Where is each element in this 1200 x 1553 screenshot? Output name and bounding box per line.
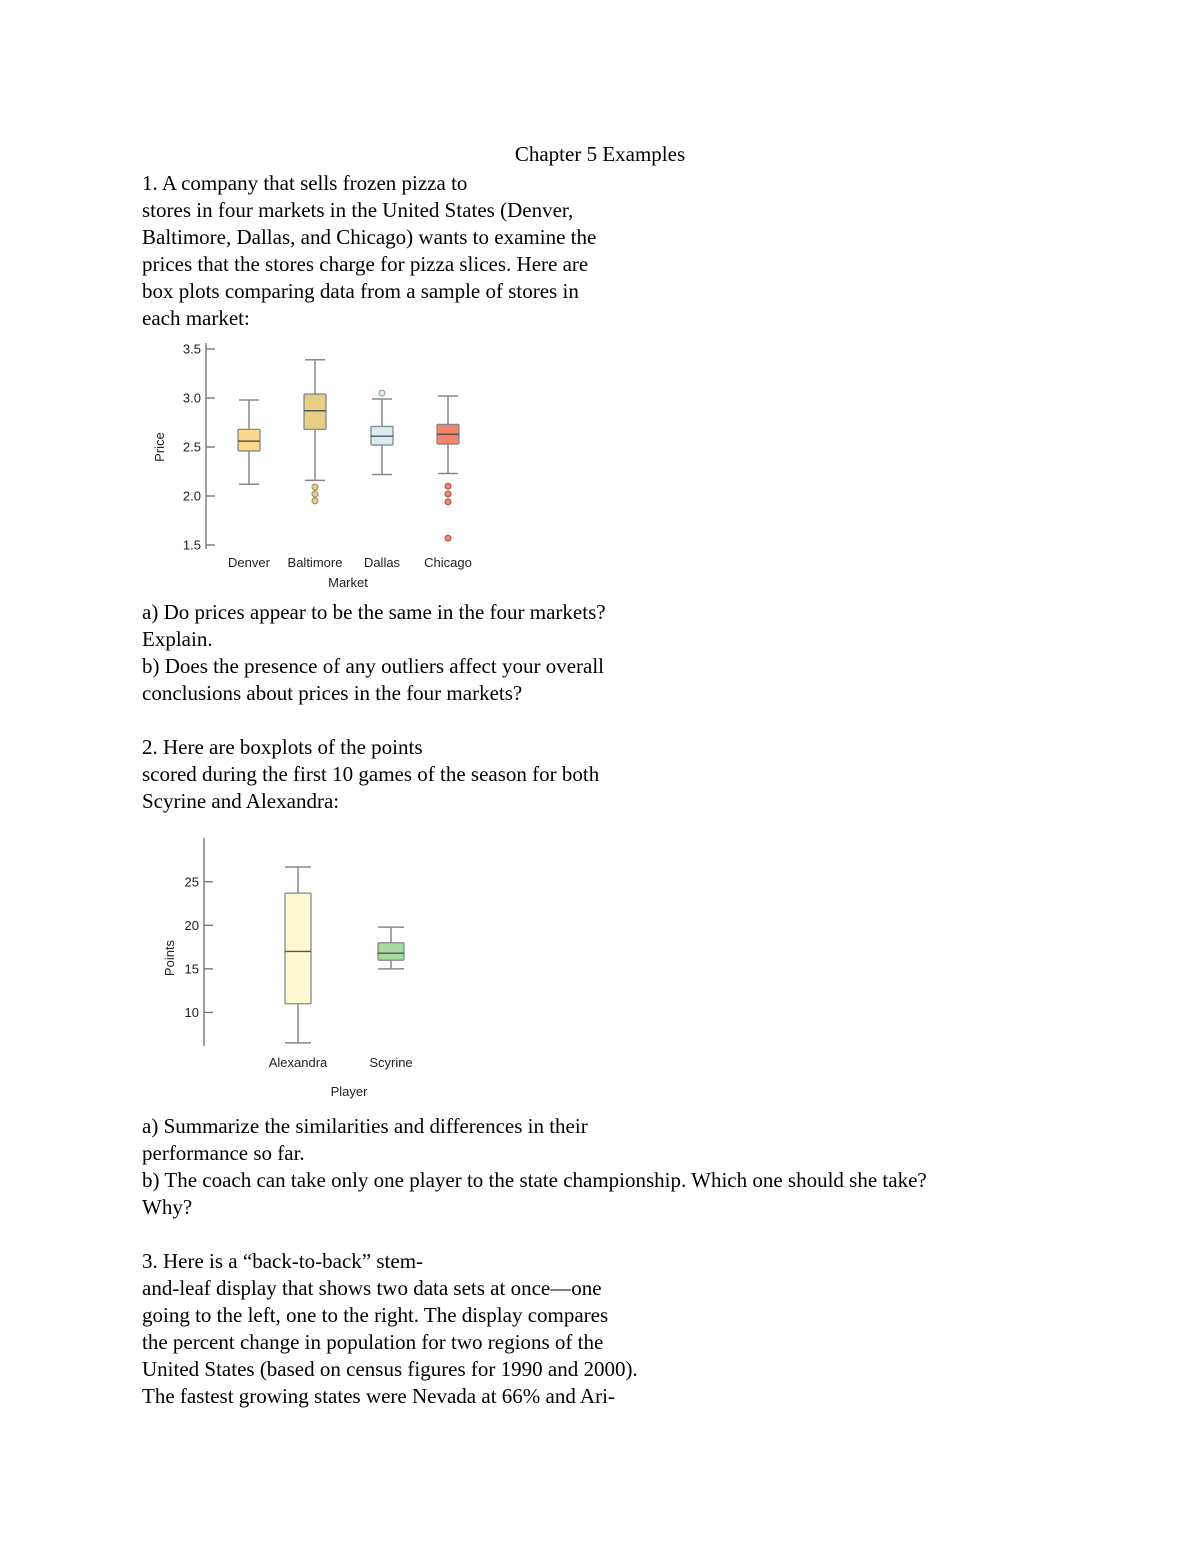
q3-intro-line: The fastest growing states were Nevada at 66% and Ari-: [142, 1384, 615, 1408]
q2-intro-line: 2. Here are boxplots of the points: [142, 735, 423, 759]
outlier-point: [379, 390, 385, 396]
q1-question-line: conclusions about prices in the four markets?: [142, 681, 523, 705]
q1-intro-line: 1. A company that sells frozen pizza to: [142, 171, 468, 195]
y-tick-label: 15: [184, 961, 199, 977]
category-label: Chicago: [424, 555, 472, 570]
outlier-point: [445, 483, 451, 489]
q2-question-line: performance so far.: [142, 1141, 305, 1165]
pizza-price-boxplot: [140, 335, 500, 595]
category-label: Scyrine: [369, 1055, 413, 1070]
page-title: Chapter 5 Examples: [514, 142, 686, 166]
y-tick-label: 20: [184, 917, 199, 933]
box-denver: [238, 429, 260, 451]
q1-intro-line: Baltimore, Dallas, and Chicago) wants to examine the: [142, 225, 597, 249]
q3-intro-line: the percent change in population for two regions of the: [142, 1330, 604, 1354]
outlier-point: [312, 491, 318, 497]
q1-intro-line: prices that the stores charge for pizza slices. Here are: [142, 252, 589, 276]
q3-intro: [142, 1248, 638, 1410]
outlier-point: [312, 498, 318, 504]
outlier-point: [445, 499, 451, 505]
q1-intro: [142, 170, 596, 332]
y-tick-label: 2.0: [182, 488, 201, 504]
q3-intro-line: going to the left, one to the right. The display compares: [142, 1303, 609, 1327]
q2-question-line: a) Summarize the similarities and differences in their: [142, 1114, 588, 1138]
player-points-boxplot: [150, 830, 450, 1105]
y-tick-label: 10: [184, 1004, 199, 1020]
y-tick-label: 1.5: [182, 537, 201, 553]
y-tick-label: 2.5: [182, 439, 201, 455]
outlier-point: [445, 535, 451, 541]
x-axis-title: Market: [328, 575, 368, 590]
y-axis-title: Price: [152, 432, 167, 462]
q2-question-line: b) The coach can take only one player to the state championship. Which one should she take?: [142, 1168, 927, 1192]
q2-question-line: Why?: [142, 1195, 193, 1219]
y-tick-label: 3.0: [182, 390, 201, 406]
q3-intro-line: and-leaf display that shows two data sets at once—one: [142, 1276, 602, 1300]
box-alexandra: [285, 893, 311, 1004]
q1-intro-line: each market:: [142, 306, 250, 330]
q1-intro-line: stores in four markets in the United States (Denver,: [142, 198, 574, 222]
category-label: Alexandra: [268, 1055, 328, 1070]
y-tick-label: 3.5: [182, 341, 201, 357]
y-tick-label: 25: [184, 874, 199, 890]
category-label: Denver: [228, 555, 270, 570]
box-baltimore: [304, 394, 326, 429]
box-scyrine: [378, 943, 404, 960]
q1-intro-line: box plots comparing data from a sample of stores in: [142, 279, 579, 303]
category-label: Baltimore: [287, 555, 343, 570]
q2-intro-line: scored during the first 10 games of the season for both: [142, 762, 600, 786]
q1-question-line: a) Do prices appear to be the same in the four markets?: [142, 600, 606, 624]
outlier-point: [445, 491, 451, 497]
q2-intro: [142, 734, 599, 815]
q1-question-line: Explain.: [142, 627, 213, 651]
outlier-point: [312, 484, 318, 490]
q3-intro-line: United States (based on census figures for 1990 and 2000).: [142, 1357, 638, 1381]
x-axis-title: Player: [330, 1084, 368, 1099]
category-label: Dallas: [363, 555, 401, 570]
q2-questions: [142, 1113, 927, 1221]
q1-question-line: b) Does the presence of any outliers affect your overall: [142, 654, 605, 678]
q1-questions: [142, 599, 606, 707]
q3-intro-line: 3. Here is a “back-to-back” stem-: [142, 1249, 424, 1273]
q2-intro-line: Scyrine and Alexandra:: [142, 789, 340, 813]
y-axis-title: Points: [162, 939, 177, 977]
